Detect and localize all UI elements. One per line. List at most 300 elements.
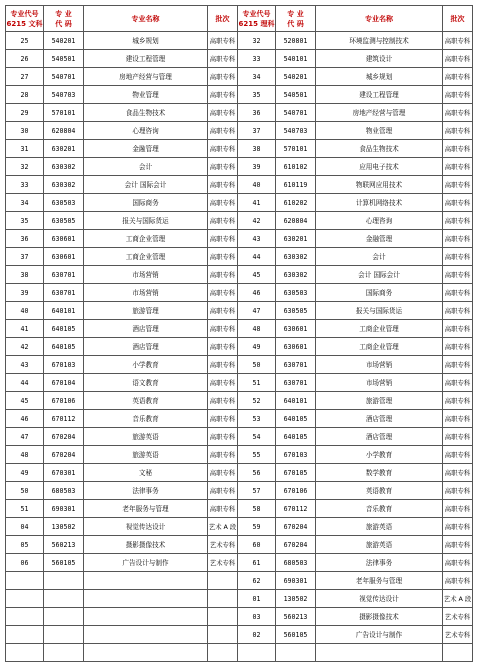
left-batch-cell: 高职专科 [208,266,238,284]
right-code-cell: 53 [238,410,276,428]
left-major-name-cell: 工商企业管理 [84,230,208,248]
right-major-name-cell: 市场营销 [316,374,443,392]
left-major-name-cell: 音乐教育 [84,410,208,428]
left-code-cell: 49 [6,464,44,482]
table-row [6,230,473,248]
right-batch-cell: 高职专科 [443,122,473,140]
left-major-name-cell: 小学教育 [84,356,208,374]
right-batch-cell: 高职专科 [443,374,473,392]
right-code-cell: 47 [238,302,276,320]
left-major-name-cell: 食品生物技术 [84,104,208,122]
left-batch-cell [208,590,238,608]
right-batch-cell: 艺术专科 [443,626,473,644]
left-major-name-cell: 酒店管理 [84,320,208,338]
right-batch-cell: 高职专科 [443,320,473,338]
right-batch-cell: 高职专科 [443,32,473,50]
right-major-code-cell: 670103 [276,446,316,464]
table-row [6,356,473,374]
left-major-code-cell [44,572,84,590]
left-batch-cell: 高职专科 [208,194,238,212]
table-row [6,86,473,104]
right-batch-cell: 高职专科 [443,446,473,464]
right-batch-cell: 高职专科 [443,482,473,500]
left-major-code-cell: 540701 [44,68,84,86]
left-batch-cell [208,644,238,662]
left-major-name-cell: 视觉传达设计 [84,518,208,536]
right-major-code-cell: 680503 [276,554,316,572]
right-major-code-cell: 610119 [276,176,316,194]
left-code-cell: 46 [6,410,44,428]
left-batch-cell: 高职专科 [208,122,238,140]
left-code-cell: 31 [6,140,44,158]
right-major-code-cell: 610202 [276,194,316,212]
right-major-code-cell: 620804 [276,212,316,230]
right-code-cell: 56 [238,464,276,482]
left-code-cell: 37 [6,248,44,266]
right-major-name-cell: 小学教育 [316,446,443,464]
left-code-cell: 42 [6,338,44,356]
right-major-code-cell: 540701 [276,104,316,122]
right-major-name-cell: 酒店管理 [316,410,443,428]
right-major-code-cell: 540501 [276,86,316,104]
right-major-name-cell: 旅游英语 [316,536,443,554]
right-batch-cell: 高职专科 [443,176,473,194]
right-code-cell: 55 [238,446,276,464]
right-code-cell: 36 [238,104,276,122]
table-row [6,500,473,518]
right-code-cell: 62 [238,572,276,590]
left-code-cell: 04 [6,518,44,536]
left-major-code-cell: 670204 [44,428,84,446]
right-major-name-cell [316,644,443,662]
right-major-name-cell: 市场营销 [316,356,443,374]
right-code-cell: 58 [238,500,276,518]
left-batch-cell: 高职专科 [208,356,238,374]
left-major-name-cell: 建设工程管理 [84,50,208,68]
left-batch-cell: 高职专科 [208,230,238,248]
left-major-code-cell: 540703 [44,86,84,104]
header-right-code: 专业代号 6215 理科 [238,6,276,32]
left-major-code-cell [44,644,84,662]
table-row [6,644,473,662]
right-batch-cell: 高职专科 [443,266,473,284]
right-major-code-cell: 690301 [276,572,316,590]
right-major-code-cell: 570101 [276,140,316,158]
table-row [6,140,473,158]
table-row [6,392,473,410]
left-major-name-cell: 摄影摄像技术 [84,536,208,554]
left-batch-cell: 高职专科 [208,140,238,158]
left-major-name-cell [84,590,208,608]
left-code-cell: 50 [6,482,44,500]
right-batch-cell: 高职专科 [443,86,473,104]
left-major-code-cell: 560213 [44,536,84,554]
left-major-name-cell: 市场营销 [84,284,208,302]
right-major-name-cell: 城乡规划 [316,68,443,86]
right-major-name-cell: 环境监测与控制技术 [316,32,443,50]
right-batch-cell: 高职专科 [443,140,473,158]
left-major-name-cell: 英语教育 [84,392,208,410]
table-row [6,338,473,356]
right-batch-cell: 高职专科 [443,194,473,212]
left-batch-cell: 高职专科 [208,482,238,500]
right-batch-cell: 高职专科 [443,572,473,590]
left-code-cell: 35 [6,212,44,230]
left-major-name-cell: 语文教育 [84,374,208,392]
table-row [6,248,473,266]
right-code-cell: 33 [238,50,276,68]
left-batch-cell: 高职专科 [208,410,238,428]
left-major-code-cell: 640105 [44,320,84,338]
right-major-name-cell: 应用电子技术 [316,158,443,176]
left-batch-cell: 高职专科 [208,302,238,320]
right-major-name-cell: 计算机网络技术 [316,194,443,212]
right-major-name-cell: 报关与国际货运 [316,302,443,320]
left-code-cell: 48 [6,446,44,464]
right-batch-cell: 高职专科 [443,428,473,446]
right-major-code-cell: 670105 [276,464,316,482]
right-major-code-cell: 540703 [276,122,316,140]
left-code-cell: 25 [6,32,44,50]
right-major-code-cell: 640105 [276,410,316,428]
right-major-name-cell: 英语教育 [316,482,443,500]
right-major-name-cell: 房地产经营与管理 [316,104,443,122]
header-right-major-code: 专 业 代 码 [276,6,316,32]
left-major-code-cell: 630601 [44,248,84,266]
right-major-name-cell: 物业管理 [316,122,443,140]
left-major-name-cell: 心理咨询 [84,122,208,140]
right-major-name-cell: 旅游英语 [316,518,443,536]
left-major-code-cell: 630201 [44,140,84,158]
left-batch-cell: 高职专科 [208,158,238,176]
right-major-code-cell: 640105 [276,428,316,446]
header-right-major-name: 专业名称 [316,6,443,32]
left-major-code-cell: 690301 [44,500,84,518]
table-row [6,446,473,464]
left-major-code-cell [44,608,84,626]
left-batch-cell: 艺术专科 [208,536,238,554]
right-major-name-cell: 视觉传达设计 [316,590,443,608]
left-batch-cell: 高职专科 [208,446,238,464]
right-code-cell: 02 [238,626,276,644]
right-code-cell: 38 [238,140,276,158]
right-major-name-cell: 数学教育 [316,464,443,482]
right-code-cell: 01 [238,590,276,608]
left-major-code-cell: 130502 [44,518,84,536]
table-row [6,176,473,194]
admissions-table-sheet [5,5,472,662]
right-major-code-cell: 560105 [276,626,316,644]
left-batch-cell: 高职专科 [208,392,238,410]
header-row [6,6,473,32]
right-batch-cell: 高职专科 [443,158,473,176]
right-major-code-cell: 540101 [276,50,316,68]
right-batch-cell [443,644,473,662]
left-major-code-cell: 570101 [44,104,84,122]
table-row [6,482,473,500]
left-major-code-cell: 670106 [44,392,84,410]
left-major-code-cell: 670301 [44,464,84,482]
right-major-name-cell: 工商企业管理 [316,338,443,356]
left-batch-cell: 高职专科 [208,68,238,86]
table-row [6,122,473,140]
left-batch-cell: 高职专科 [208,464,238,482]
right-major-name-cell: 酒店管理 [316,428,443,446]
table-body [6,32,473,662]
left-major-name-cell: 会计 [84,158,208,176]
left-code-cell [6,626,44,644]
right-major-name-cell: 食品生物技术 [316,140,443,158]
right-major-code-cell: 630302 [276,266,316,284]
left-batch-cell: 高职专科 [208,320,238,338]
right-major-name-cell: 建设工程管理 [316,86,443,104]
header-left-major-code: 专 业 代 码 [44,6,84,32]
left-code-cell: 41 [6,320,44,338]
right-batch-cell: 高职专科 [443,500,473,518]
left-major-code-cell: 640105 [44,338,84,356]
table-row [6,572,473,590]
table-row [6,554,473,572]
right-batch-cell: 高职专科 [443,392,473,410]
right-major-name-cell: 法律事务 [316,554,443,572]
right-batch-cell: 高职专科 [443,248,473,266]
left-major-code-cell: 670103 [44,356,84,374]
table-row [6,410,473,428]
table-row [6,284,473,302]
left-code-cell: 36 [6,230,44,248]
left-batch-cell [208,572,238,590]
left-major-code-cell: 670104 [44,374,84,392]
left-major-name-cell [84,608,208,626]
left-major-code-cell: 630701 [44,284,84,302]
left-major-code-cell: 640101 [44,302,84,320]
right-batch-cell: 高职专科 [443,230,473,248]
right-code-cell: 40 [238,176,276,194]
left-major-name-cell: 旅游英语 [84,428,208,446]
header-right-batch: 批次 [443,6,473,32]
left-major-name-cell [84,644,208,662]
left-code-cell: 30 [6,122,44,140]
right-major-name-cell: 旅游管理 [316,392,443,410]
left-major-code-cell: 630701 [44,266,84,284]
right-code-cell: 60 [238,536,276,554]
right-major-code-cell: 630201 [276,230,316,248]
right-code-cell: 49 [238,338,276,356]
table-row [6,302,473,320]
left-code-cell: 45 [6,392,44,410]
right-major-name-cell: 广告设计与制作 [316,626,443,644]
left-code-cell: 38 [6,266,44,284]
left-major-code-cell: 630302 [44,176,84,194]
left-batch-cell: 高职专科 [208,104,238,122]
left-major-name-cell: 金融管理 [84,140,208,158]
left-major-name-cell: 物业管理 [84,86,208,104]
left-batch-cell: 高职专科 [208,374,238,392]
table-row [6,320,473,338]
table-row [6,626,473,644]
left-batch-cell: 高职专科 [208,248,238,266]
left-code-cell: 44 [6,374,44,392]
right-major-name-cell: 物联网应用技术 [316,176,443,194]
right-code-cell: 57 [238,482,276,500]
right-major-code-cell: 630601 [276,338,316,356]
left-major-code-cell: 680503 [44,482,84,500]
right-code-cell: 42 [238,212,276,230]
left-batch-cell: 艺术 A 段 [208,518,238,536]
table-row [6,374,473,392]
table-row [6,590,473,608]
right-major-name-cell: 会计 国际会计 [316,266,443,284]
left-major-code-cell: 630503 [44,194,84,212]
left-code-cell: 40 [6,302,44,320]
right-batch-cell: 高职专科 [443,104,473,122]
left-code-cell: 27 [6,68,44,86]
left-code-cell: 34 [6,194,44,212]
left-major-name-cell: 广告设计与制作 [84,554,208,572]
right-major-code-cell: 630505 [276,302,316,320]
left-batch-cell: 高职专科 [208,176,238,194]
left-code-cell: 32 [6,158,44,176]
right-code-cell: 03 [238,608,276,626]
right-batch-cell: 高职专科 [443,410,473,428]
right-major-code-cell: 610102 [276,158,316,176]
right-batch-cell: 高职专科 [443,518,473,536]
table-row [6,104,473,122]
left-batch-cell: 高职专科 [208,428,238,446]
right-code-cell: 43 [238,230,276,248]
left-code-cell [6,572,44,590]
right-batch-cell: 高职专科 [443,284,473,302]
left-major-code-cell [44,626,84,644]
right-code-cell: 52 [238,392,276,410]
left-batch-cell: 艺术专科 [208,554,238,572]
left-major-name-cell: 市场营销 [84,266,208,284]
left-major-name-cell: 文秘 [84,464,208,482]
table-row [6,428,473,446]
right-major-name-cell: 心理咨询 [316,212,443,230]
majors-table [5,5,473,662]
right-major-code-cell: 560213 [276,608,316,626]
right-code-cell: 48 [238,320,276,338]
left-major-name-cell [84,626,208,644]
left-major-name-cell: 老年服务与管理 [84,500,208,518]
header-left-batch: 批次 [208,6,238,32]
table-row [6,464,473,482]
left-major-code-cell: 540501 [44,50,84,68]
left-major-name-cell: 酒店管理 [84,338,208,356]
left-code-cell: 43 [6,356,44,374]
right-major-code-cell: 640101 [276,392,316,410]
left-batch-cell: 高职专科 [208,86,238,104]
left-batch-cell: 高职专科 [208,284,238,302]
left-code-cell: 26 [6,50,44,68]
right-batch-cell: 高职专科 [443,50,473,68]
left-major-code-cell: 630505 [44,212,84,230]
left-code-cell: 28 [6,86,44,104]
left-major-code-cell: 630302 [44,158,84,176]
right-major-code-cell: 630701 [276,374,316,392]
left-code-cell: 51 [6,500,44,518]
table-row [6,32,473,50]
left-batch-cell: 高职专科 [208,32,238,50]
left-code-cell [6,608,44,626]
table-row [6,608,473,626]
left-batch-cell: 高职专科 [208,50,238,68]
left-batch-cell [208,608,238,626]
left-batch-cell: 高职专科 [208,338,238,356]
right-major-name-cell: 国际商务 [316,284,443,302]
table-row [6,50,473,68]
table-row [6,194,473,212]
left-batch-cell [208,626,238,644]
right-code-cell [238,644,276,662]
right-major-code-cell: 630302 [276,248,316,266]
right-major-code-cell: 670112 [276,500,316,518]
right-batch-cell: 高职专科 [443,68,473,86]
left-major-name-cell: 工商企业管理 [84,248,208,266]
right-major-code-cell: 520801 [276,32,316,50]
left-major-name-cell: 报关与国际货运 [84,212,208,230]
right-code-cell: 50 [238,356,276,374]
right-batch-cell: 高职专科 [443,302,473,320]
right-code-cell: 34 [238,68,276,86]
right-batch-cell: 高职专科 [443,536,473,554]
left-code-cell: 47 [6,428,44,446]
right-code-cell: 46 [238,284,276,302]
right-batch-cell: 高职专科 [443,356,473,374]
left-code-cell: 33 [6,176,44,194]
right-major-code-cell: 130502 [276,590,316,608]
right-code-cell: 44 [238,248,276,266]
left-major-name-cell [84,572,208,590]
right-batch-cell: 艺术专科 [443,608,473,626]
right-major-name-cell: 会计 [316,248,443,266]
table-row [6,212,473,230]
right-major-name-cell: 建筑设计 [316,50,443,68]
header-left-code: 专业代号 6215 文科 [6,6,44,32]
right-major-code-cell: 670204 [276,536,316,554]
left-major-code-cell [44,590,84,608]
left-major-name-cell: 旅游英语 [84,446,208,464]
left-major-name-cell: 房地产经营与管理 [84,68,208,86]
left-major-code-cell: 630601 [44,230,84,248]
table-row [6,266,473,284]
right-major-code-cell: 670106 [276,482,316,500]
right-major-name-cell: 金融管理 [316,230,443,248]
right-major-code-cell [276,644,316,662]
right-batch-cell: 高职专科 [443,212,473,230]
left-batch-cell: 高职专科 [208,500,238,518]
left-code-cell [6,644,44,662]
left-code-cell: 05 [6,536,44,554]
left-major-name-cell: 城乡规划 [84,32,208,50]
right-code-cell: 51 [238,374,276,392]
right-batch-cell: 高职专科 [443,554,473,572]
right-code-cell: 35 [238,86,276,104]
right-major-code-cell: 670204 [276,518,316,536]
right-major-name-cell: 音乐教育 [316,500,443,518]
right-major-name-cell: 摄影摄像技术 [316,608,443,626]
left-major-code-cell: 670112 [44,410,84,428]
left-major-name-cell: 旅游管理 [84,302,208,320]
header-left-major-name: 专业名称 [84,6,208,32]
left-major-code-cell: 540201 [44,32,84,50]
left-code-cell: 29 [6,104,44,122]
table-row [6,518,473,536]
right-code-cell: 39 [238,158,276,176]
right-code-cell: 54 [238,428,276,446]
left-major-code-cell: 620804 [44,122,84,140]
